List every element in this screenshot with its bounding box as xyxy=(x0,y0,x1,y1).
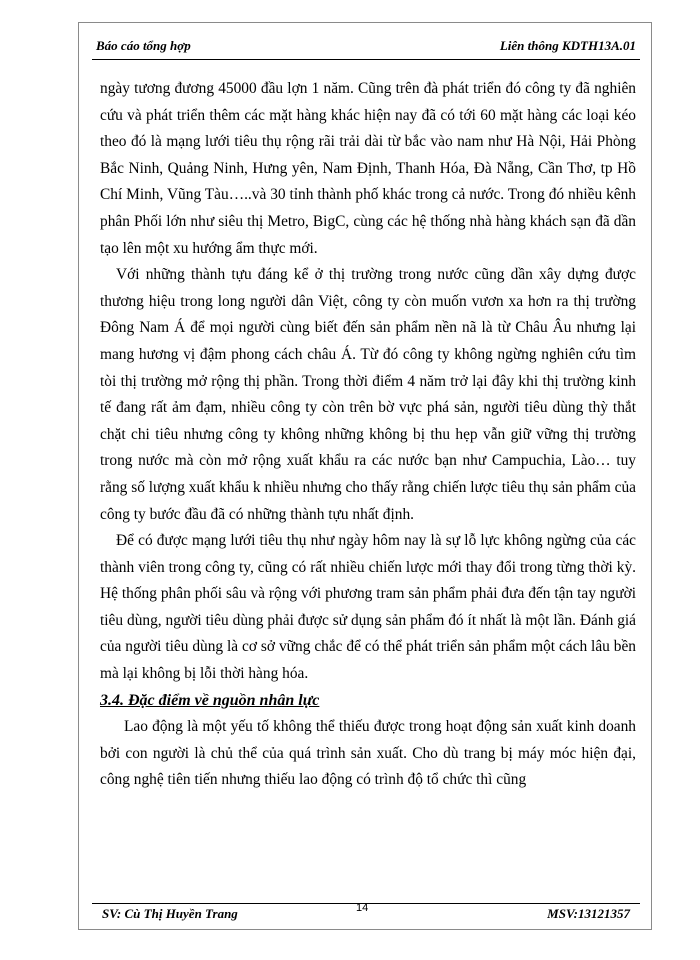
header-class-code: Liên thông KDTH13A.01 xyxy=(499,38,636,53)
paragraph-2: Với những thành tựu đáng kể ở thị trường trong nước cũng dần xây dựng được thương hiệu trong long người dân Việt, công ty còn muốn vươn xa hơn ra thị trường Đông Nam Á để mọi người cùng biết đến sản phẩm nền nã là từ Châu Âu nhưng lại mang hương vị đậm phong cách châu Á. Từ đó công ty không ngừng nghiên cứu tìm tòi thị trường mở rộng thị phần. Trong thời điểm 4 năm trở lại đây khi thị trường kinh tế đang rất ảm đạm, nhiều công ty còn trên bờ vực phá sản, người tiêu dùng thỳ thắt chặt chi tiêu nhưng công ty không những không bị thu hẹp vẫn giữ vững thị trường trong nước mà còn mở rộng xuất khẩu ra các nước bạn như Campuchia, Lào… tuy rằng số lượng xuất khẩu k nhiều nhưng cho thấy rằng chiến lược tiêu thụ sản phẩm của công ty bước đầu đã có những thành tựu nhất định. xyxy=(100,266,636,523)
page-footer xyxy=(92,906,640,926)
page-header xyxy=(92,38,640,58)
header-title: Báo cáo tổng hợp xyxy=(96,38,191,53)
footer-student-id: MSV:13121357 xyxy=(547,906,630,921)
page-number: 14 xyxy=(356,902,369,914)
footer-student-name: SV: Cù Thị Huyền Trang xyxy=(102,906,238,921)
paragraph-3: Để có được mạng lưới tiêu thụ như ngày hôm nay là sự lỗ lực không ngừng của các thành viên trong công ty, cũng có rất nhiều chiến lược mới thay đổi trong từng thời kỳ. Hệ thống phân phối sâu và rộng với phương tram sản phẩm phải đưa đến tận tay người tiêu dùng, người tiêu dùng phải được sử dụng sản phẩm đó ít nhất là một lần. Đánh giá của người tiêu dùng là cơ sở vững chắc để có thể phát triển sản phẩm một cách lâu bền mà lại không bị lỗi thời hàng hóa. xyxy=(100,532,636,683)
header-rule xyxy=(92,59,640,60)
section-heading: 3.4. Đặc điểm về nguồn nhân lực xyxy=(100,691,320,709)
paragraph-1: ngày tương đương 45000 đầu lợn 1 năm. Cũng trên đà phát triển đó công ty đã nghiên cứu và phát triển thêm các mặt hàng khác hiện nay đã có tới 60 mặt hàng các loại kéo theo đó là mạng lưới tiêu thụ rộng rãi trải dài từ bắc vào nam như Hà Nội, Hải Phòng Bắc Ninh, Quảng Ninh, Hưng yên, Nam Định, Thanh Hóa, Đà Nẵng, Cần Thơ, tp Hồ Chí Minh, Vũng Tàu…..và 30 tỉnh thành phố khác trong cả nước. Trong đó nhiều kênh phân Phối lớn như siêu thị Metro, BigC, cùng các hệ thống nhà hàng khách sạn đã dần tạo lên một xu hướng ẩm thực mới. xyxy=(100,80,636,257)
paragraph-4: Lao động là một yếu tố không thể thiếu được trong hoạt động sản xuất kinh doanh bởi con người là chủ thể của quá trình sản xuất. Cho dù trang bị máy móc hiện đại, công nghệ tiên tiến nhưng thiếu lao động có trình độ tổ chức thì cũng xyxy=(100,718,636,789)
document-body xyxy=(100,76,636,794)
